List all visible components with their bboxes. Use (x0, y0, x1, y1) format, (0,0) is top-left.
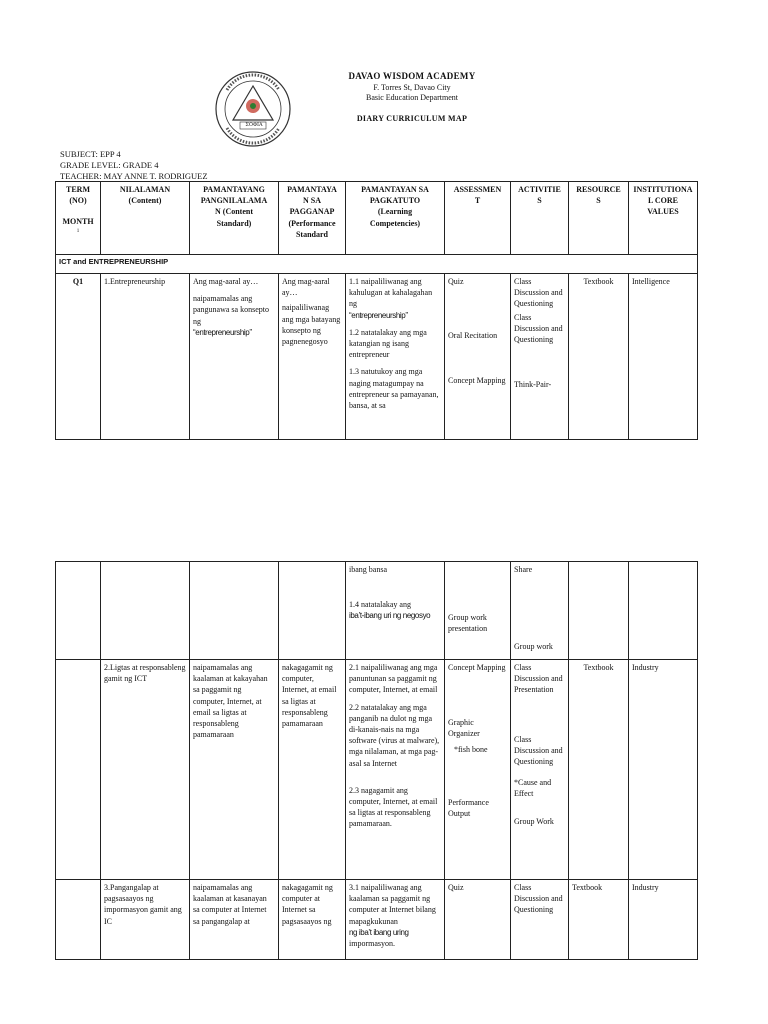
col-content: NILALAMAN (Content) (101, 182, 190, 255)
col-performance-standard: PAMANTAYA N SA PAGGANAP (Performance Standard (279, 182, 346, 255)
core-values-cell: Intelligence (629, 274, 698, 440)
curriculum-table-bottom (55, 561, 698, 960)
section-row (56, 255, 698, 274)
content-standard-cell (190, 562, 279, 660)
col-content-standard: PAMANTAYANG PANGNILALAMA N (Content Standard) (190, 182, 279, 255)
school-department: Basic Education Department (366, 93, 458, 102)
content-cell: 1.Entrepreneurship (101, 274, 190, 440)
col-resources: RESOURCE S (569, 182, 629, 255)
activities-cell: Class Discussion and Questioning (511, 880, 569, 960)
assessment-cell: Quiz Oral Recitation Concept Mapping (445, 274, 511, 440)
curriculum-table-top (55, 181, 698, 440)
document-title: DIARY CURRICULUM MAP (356, 114, 468, 123)
term-cell: Q1 (56, 274, 101, 440)
activities-cell: Share Group work (511, 562, 569, 660)
school-address: F. Torres St, Davao City (373, 83, 451, 92)
performance-standard-cell (279, 562, 346, 660)
subject-line: SUBJECT: EPP 4 (60, 149, 121, 159)
content-cell (101, 562, 190, 660)
core-values-cell: Industry (629, 660, 698, 880)
content-cell: 2.Ligtas at responsableng gamit ng ICT (101, 660, 190, 880)
table-row (56, 660, 698, 880)
col-term: TERM (NO) MONTH 1 (56, 182, 101, 255)
header-row (56, 182, 698, 255)
assessment-cell: Group work presentation (445, 562, 511, 660)
resources-cell: Textbook (569, 880, 629, 960)
col-activities: ACTIVITIE S (511, 182, 569, 255)
activities-cell: Class Discussion and Questioning Class Discussion and Questioning Think-Pair- (511, 274, 569, 440)
term-cell (56, 880, 101, 960)
content-cell: 3.Pangangalap at pagsasaayos ng impormasyon gamit ang IC (101, 880, 190, 960)
activities-cell: Class Discussion and Presentation Class Discussion and Questioning *Cause and Effect Group Work (511, 660, 569, 880)
core-values-cell: Industry (629, 880, 698, 960)
table-row (56, 274, 698, 440)
section-title: ICT and ENTREPRENEURSHIP (56, 255, 698, 274)
performance-standard-cell: nakagagamit ng computer at Internet sa pagsasaayos ng (279, 880, 346, 960)
school-name: DAVAO WISDOM ACADEMY (348, 71, 476, 81)
learning-competencies-cell: 2.1 naipaliliwanag ang mga panuntunan sa paggamit ng computer, Internet, at email 2.2 natatalakay ang mga panganib na dulot ng mga di-kanais-nais na mga software (virus at malware), mga nilalaman, at mga pag-asal sa Internet 2.3 nagagamit ang computer, Internet, at email sa ligtas at responsableng pamamaraan. (346, 660, 445, 880)
assessment-cell: Quiz (445, 880, 511, 960)
logo-motto: ΣΟΦΙΑ (245, 122, 263, 128)
resources-cell: Textbook (569, 274, 629, 440)
term-cell (56, 660, 101, 880)
col-core-values: INSTITUTIONA L CORE VALUES (629, 182, 698, 255)
learning-competencies-cell: ibang bansa 1.4 natatalakay ang iba’t-ibang uri ng negosyo (346, 562, 445, 660)
content-standard-cell: Ang mag-aaral ay… naipamamalas ang pangunawa sa konsepto ng “entrepreneurship” (190, 274, 279, 440)
col-learning-competencies: PAMANTAYAN SA PAGKATUTO (Learning Competencies) (346, 182, 445, 255)
teacher-line: TEACHER: MAY ANNE T. RODRIGUEZ (60, 171, 208, 181)
assessment-cell: Concept Mapping Graphic Organizer *fish bone Performance Output (445, 660, 511, 880)
table-row (56, 880, 698, 960)
grade-line: GRADE LEVEL: GRADE 4 (60, 160, 159, 170)
resources-cell: Textbook (569, 660, 629, 880)
learning-competencies-cell: 3.1 naipaliliwanag ang kaalaman sa paggamit ng computer at Internet bilang mapagkukunan ng iba’t ibang uring impormasyon. (346, 880, 445, 960)
col-assessment: ASSESSMEN T (445, 182, 511, 255)
learning-competencies-cell: 1.1 naipaliliwanag ang kahulugan at kahalagahan ng “entrepreneurship” 1.2 natatalakay ang mga katangian ng isang entrepreneur 1.3 natutukoy ang mga naging matagumpay na entrepreneur sa pamayanan, bansa, at sa (346, 274, 445, 440)
table-row (56, 562, 698, 660)
content-standard-cell: naipamamalas ang kaalaman at kasanayan sa computer at Internet sa pangangalap at (190, 880, 279, 960)
school-logo (214, 70, 292, 148)
resources-cell (569, 562, 629, 660)
content-standard-cell: naipamamalas ang kaalaman at kakayahan sa paggamit ng computer, Internet, at email sa ligtas at responsableng pamamaraan (190, 660, 279, 880)
core-values-cell (629, 562, 698, 660)
performance-standard-cell: Ang mag-aaral ay… naipaliliwanag ang mga batayang konsepto ng pagnenegosyo (279, 274, 346, 440)
term-cell (56, 562, 101, 660)
performance-standard-cell: nakagagamit ng computer, Internet, at email sa ligtas at responsableng pamamaraan (279, 660, 346, 880)
